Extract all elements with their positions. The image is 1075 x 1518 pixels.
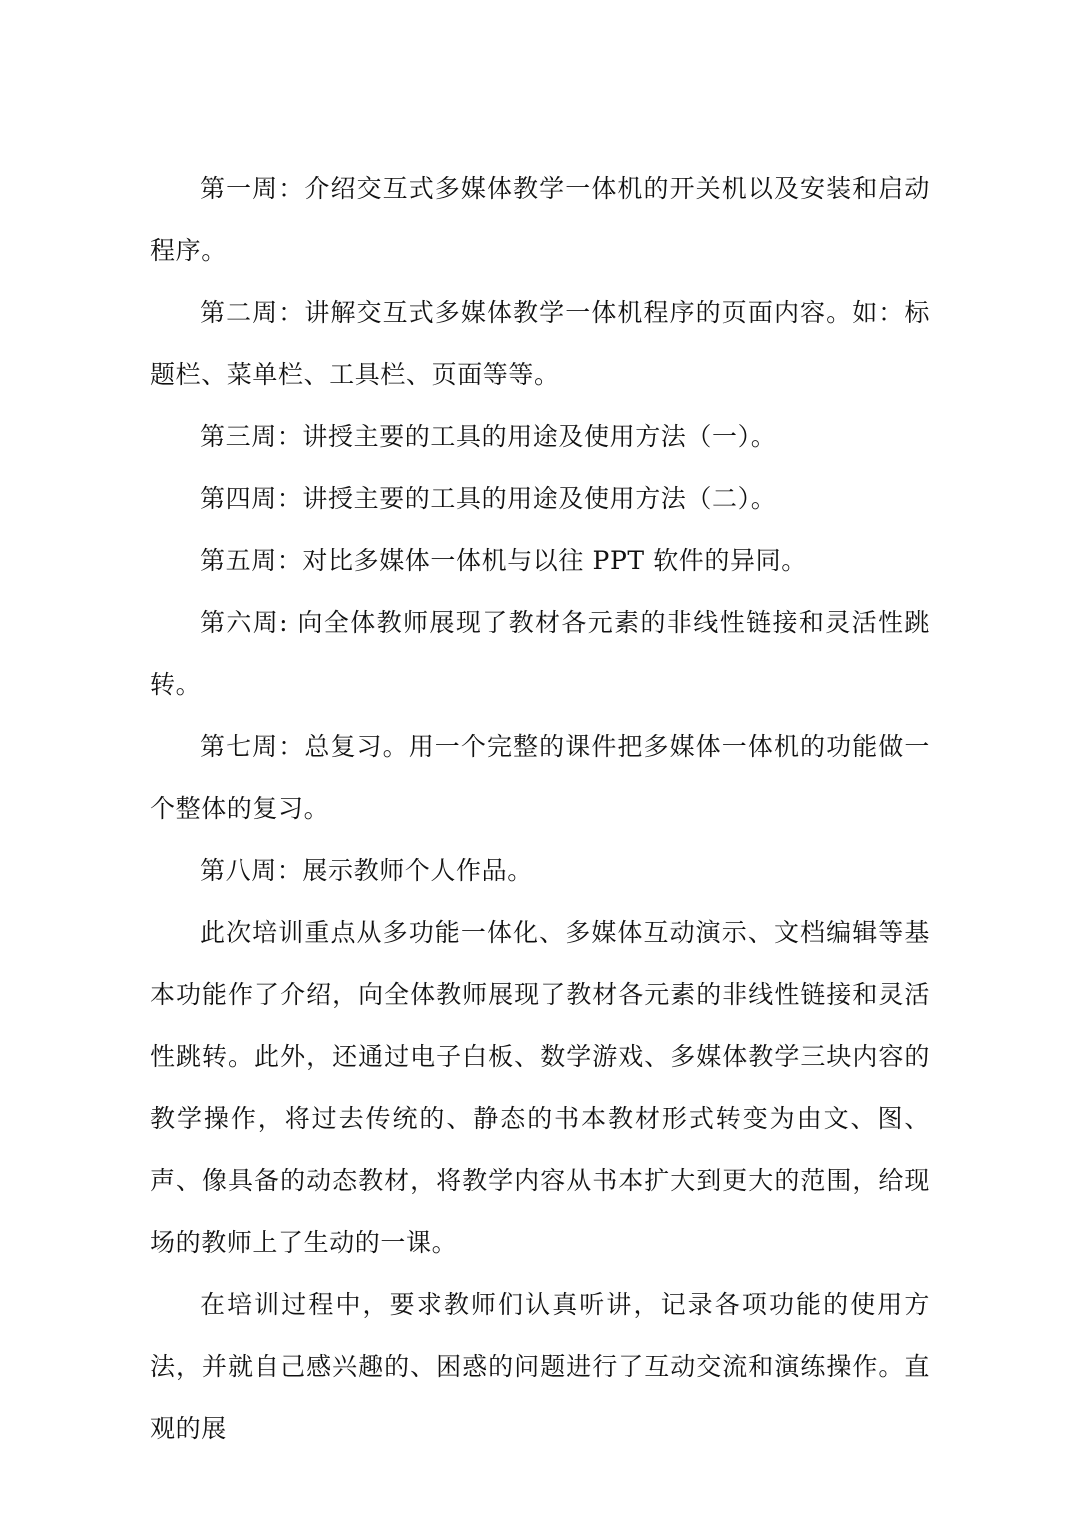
paragraph-week-5: 第五周：对比多媒体一体机与以往 PPT 软件的异同。 [200, 546, 807, 575]
paragraph-week-8: 第八周：展示教师个人作品。 [200, 856, 533, 885]
paragraph-week-7: 第七周：总复习。用一个完整的课件把多媒体一体机的功能做一个整体的复习。 [150, 732, 930, 823]
paragraph-training-summary: 此次培训重点从多功能一体化、多媒体互动演示、文档编辑等基本功能作了介绍，向全体教师展现了教材各元素的非线性链接和灵活性跳转。此外，还通过电子白板、数学游戏、多媒体教学三块内容的教学操作，将过去传统的、静态的书本教材形式转变为由文、图、声、像具备的动态教材，将教学内容从书本扩大到更大的范围，给现场的教师上了生动的一课。 [150, 918, 930, 1257]
paragraph-week-6: 第六周: 向全体教师展现了教材各元素的非线性链接和灵活性跳转。 [150, 608, 930, 699]
paragraph-week-1: 第一周：介绍交互式多媒体教学一体机的开关机以及安装和启动程序。 [150, 174, 930, 265]
paragraph-week-4: 第四周：讲授主要的工具的用途及使用方法（二）。 [200, 484, 777, 513]
document-body [150, 158, 930, 1460]
paragraph-training-process: 在培训过程中，要求教师们认真听讲，记录各项功能的使用方法，并就自己感兴趣的、困惑的问题进行了互动交流和演练操作。直观的展 [150, 1290, 930, 1443]
paragraph-week-2: 第二周：讲解交互式多媒体教学一体机程序的页面内容。如：标题栏、菜单栏、工具栏、页面等等。 [150, 298, 930, 389]
paragraph-week-3: 第三周：讲授主要的工具的用途及使用方法（一）。 [200, 422, 777, 451]
